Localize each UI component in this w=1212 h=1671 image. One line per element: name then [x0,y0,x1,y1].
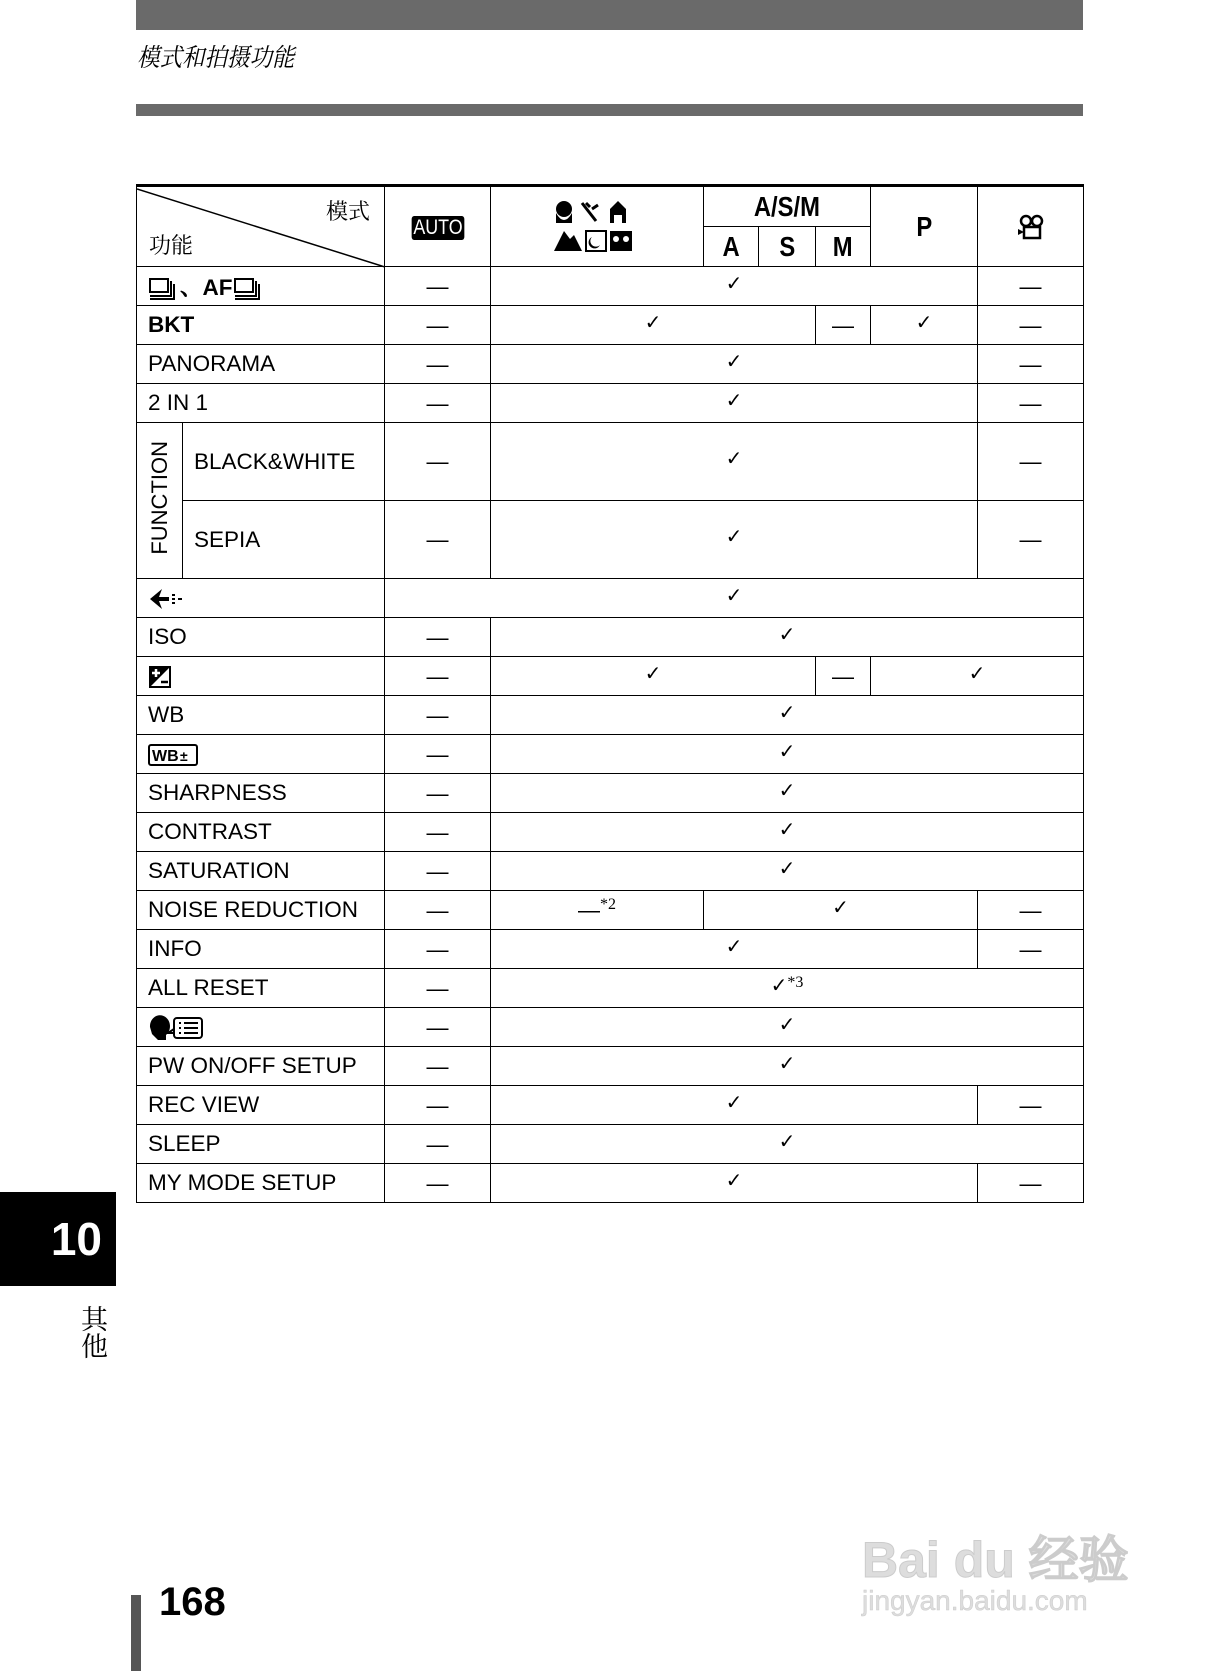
column-scene [491,186,704,267]
dash-mark: — [426,312,449,338]
table-row [137,696,1084,735]
chapter-tab: 10 [0,1192,116,1286]
corner-mode-label: 模式 [325,200,370,225]
dash-mark: — [426,663,449,689]
supported-cell [491,774,1084,813]
header-divider [136,104,1083,116]
column-asm [704,186,871,227]
row-label-text: INFO [148,936,202,961]
footnote-ref: *3 [787,974,804,992]
row-label [137,813,385,852]
row-label [137,774,385,813]
unsupported-cell [978,930,1084,969]
unsupported-cell [978,1086,1084,1125]
function-group-text: FUNCTION [146,440,172,555]
row-label-text: SATURATION [148,858,290,883]
table-row [137,579,1084,618]
af-sequential-icon [233,275,265,300]
unsupported-cell [978,501,1084,579]
row-label [137,969,385,1008]
dash-mark: — [426,390,449,416]
unsupported-cell [385,1086,491,1125]
table-row [137,969,1084,1008]
svg-text:±: ± [180,748,188,765]
unsupported-cell [385,813,491,852]
table-row [137,423,1084,501]
dash-mark: — [426,1170,449,1196]
chapter-label: 其他 [76,1305,107,1359]
svg-text:WB: WB [152,748,179,766]
check-mark: ✓ [778,816,796,841]
check-mark: ✓ [778,777,796,802]
supported-cell [491,1164,978,1203]
corner-function-label: 功能 [149,234,194,259]
page-number-bar [131,1595,141,1671]
row-label-text: MY MODE SETUP [148,1170,337,1195]
dash-mark: — [1019,449,1042,474]
table-row [137,774,1084,813]
check-mark: ✓ [968,660,986,685]
table-row [137,306,1084,345]
supported-cell [491,618,1084,657]
row-label-text: PW ON/OFF SETUP [148,1053,357,1078]
table-row [137,1047,1084,1086]
asm-label: A/S/M [753,190,821,222]
check-mark: ✓ [778,1011,796,1036]
column-movie [978,186,1084,267]
row-label-text: BLACK&WHITE [194,448,356,474]
dash-mark: — [426,819,449,845]
check-mark: ✓ [725,933,743,958]
check-mark: ✓ [725,582,743,607]
unsupported-cell [385,423,491,501]
flash-icon [148,585,184,610]
dash-mark: — [1019,351,1042,377]
supported-cell [871,657,1084,696]
table-row [137,735,1084,774]
check-mark: ✓ [644,660,662,685]
check-mark: ✓ [644,309,662,334]
unsupported-cell [978,384,1084,423]
unsupported-cell [385,384,491,423]
row-label-text: BKT [148,312,195,337]
row-label [183,501,385,579]
supported-cell [491,501,978,579]
row-label-text: SLEEP [148,1131,221,1156]
dash-mark: — [1019,527,1042,552]
wb-adjust-icon [148,741,198,766]
function-group-label [137,423,183,579]
row-label [183,423,385,501]
supported-cell [491,1047,1084,1086]
table-row [137,852,1084,891]
dash-mark: — [1019,273,1042,299]
row-label [137,1164,385,1203]
m-label: M [833,230,853,262]
check-mark: ✓ [778,1128,796,1153]
unsupported-cell [385,306,491,345]
dash-mark: — [1019,390,1042,416]
column-p [871,186,978,267]
column-a [704,227,759,267]
scene-modes-icon [552,199,642,255]
row-label [137,1125,385,1164]
unsupported-cell [385,1008,491,1047]
dash-mark: — [426,741,449,767]
row-label [137,1086,385,1125]
dash-mark: — [426,1131,449,1157]
row-label [137,696,385,735]
check-mark: ✓ [725,1089,743,1114]
supported-cell [491,1125,1084,1164]
dash-mark: — [426,1014,449,1040]
dash-mark: — [426,351,449,377]
check-mark: ✓ [778,1050,796,1075]
exposure-compensation-icon [148,663,172,688]
row-label [137,852,385,891]
header-bar [136,0,1083,30]
table-row [137,1164,1084,1203]
check-mark: ✓ [778,699,796,724]
row-label [137,930,385,969]
supported-cell [491,813,1084,852]
watermark-url: jingyan.baidu.com [862,1585,1088,1616]
dash-mark: — [426,780,449,806]
supported-cell [491,735,1084,774]
row-label-text: 、AF [180,275,233,300]
row-label [137,306,385,345]
dash-mark: — [578,897,600,923]
page-number: 168 [159,1580,226,1624]
dash-mark: — [426,273,449,299]
check-mark: ✓ [778,738,796,763]
table-row [137,1125,1084,1164]
table-row [137,618,1084,657]
supported-cell [491,267,978,306]
unsupported-cell [978,891,1084,930]
supported-cell [491,384,978,423]
supported-cell [491,423,978,501]
dash-mark: — [832,312,855,338]
check-mark: ✓ [725,387,743,412]
unsupported-cell [816,306,871,345]
dash-mark: — [1019,936,1042,962]
row-label-text: 2 IN 1 [148,390,209,415]
supported-cell [704,891,978,930]
unsupported-cell [385,696,491,735]
row-label-text: SEPIA [194,526,261,552]
dash-mark: — [426,449,449,474]
table-row [137,1086,1084,1125]
dash-mark: — [1019,312,1042,338]
supported-cell [491,1086,978,1125]
dash-mark: — [426,897,449,923]
dash-mark: — [426,702,449,728]
supported-cell [491,306,816,345]
check-mark: ✓ [725,1167,743,1192]
row-label [137,1008,385,1047]
a-label: A [722,230,740,262]
row-label-text: ISO [148,624,187,649]
supported-cell [491,852,1084,891]
row-label [137,1047,385,1086]
supported-cell [491,696,1084,735]
table-row [137,1008,1084,1047]
dash-mark: — [832,663,855,689]
mode-function-table [136,184,1084,1203]
unsupported-cell [978,267,1084,306]
unsupported-cell [978,1164,1084,1203]
dash-mark: — [426,975,449,1001]
supported-cell [491,1008,1084,1047]
supported-cell [491,969,1084,1008]
unsupported-cell [385,969,491,1008]
unsupported-cell [385,774,491,813]
p-label: P [916,210,932,242]
unsupported-cell [385,267,491,306]
dash-mark: — [1019,1092,1042,1118]
row-label [137,579,385,618]
supported-cell [491,345,978,384]
check-mark: ✓ [915,309,933,334]
row-label [137,735,385,774]
check-mark: ✓ [832,894,849,919]
unsupported-cell [385,891,491,930]
sequential-shooting-icon [148,275,180,300]
unsupported-cell [491,891,704,930]
s-label: S [779,230,795,262]
row-label [137,345,385,384]
page-title: 模式和拍摄功能 [137,43,295,72]
unsupported-cell [978,306,1084,345]
table-row [137,930,1084,969]
dash-mark: — [426,1053,449,1079]
check-mark: ✓ [725,348,743,373]
unsupported-cell [816,657,871,696]
unsupported-cell [385,618,491,657]
check-mark: ✓ [725,446,743,470]
unsupported-cell [385,735,491,774]
unsupported-cell [385,1047,491,1086]
unsupported-cell [978,345,1084,384]
supported-cell [871,306,978,345]
dash-mark: — [426,936,449,962]
unsupported-cell [978,423,1084,501]
unsupported-cell [385,657,491,696]
unsupported-cell [385,501,491,579]
corner-header [137,186,385,267]
table-row [137,813,1084,852]
row-label-text: PANORAMA [148,351,276,376]
row-label-text: ALL RESET [148,975,269,1000]
check-mark: ✓ [770,972,788,997]
row-label-text: NOISE REDUCTION [148,897,359,922]
column-s [759,227,816,267]
dash-mark: — [426,624,449,650]
row-label-text: CONTRAST [148,819,272,844]
column-m [816,227,871,267]
dash-mark: — [426,527,449,552]
dash-mark: — [1019,1170,1042,1196]
unsupported-cell [385,852,491,891]
row-label-text: REC VIEW [148,1092,260,1117]
row-label [137,618,385,657]
dash-mark: — [426,1092,449,1118]
row-label-text: SHARPNESS [148,780,287,805]
check-mark: ✓ [778,855,796,880]
check-mark: ✓ [725,270,743,295]
table-row [137,384,1084,423]
column-auto [385,186,491,267]
supported-cell [491,930,978,969]
unsupported-cell [385,1125,491,1164]
unsupported-cell [385,930,491,969]
footnote-ref: *2 [600,896,616,914]
auto-icon: AUTO [412,216,463,239]
table-row [137,501,1084,579]
dash-mark: — [1019,897,1042,923]
dash-mark: — [426,858,449,884]
row-label-text: WB [148,702,185,727]
watermark-brand: Bai du 经验 [862,1532,1129,1588]
check-mark: ✓ [725,524,743,548]
row-label [137,384,385,423]
check-mark: ✓ [778,621,796,646]
table-row [137,657,1084,696]
row-label [137,891,385,930]
row-label [137,657,385,696]
unsupported-cell [385,1164,491,1203]
table-row [137,891,1084,930]
unsupported-cell [385,345,491,384]
supported-cell [385,579,1084,618]
row-label [137,267,385,306]
supported-cell [491,657,816,696]
movie-icon [1017,214,1045,240]
table-row [137,345,1084,384]
language-icon [148,1013,204,1038]
table-row [137,267,1084,306]
